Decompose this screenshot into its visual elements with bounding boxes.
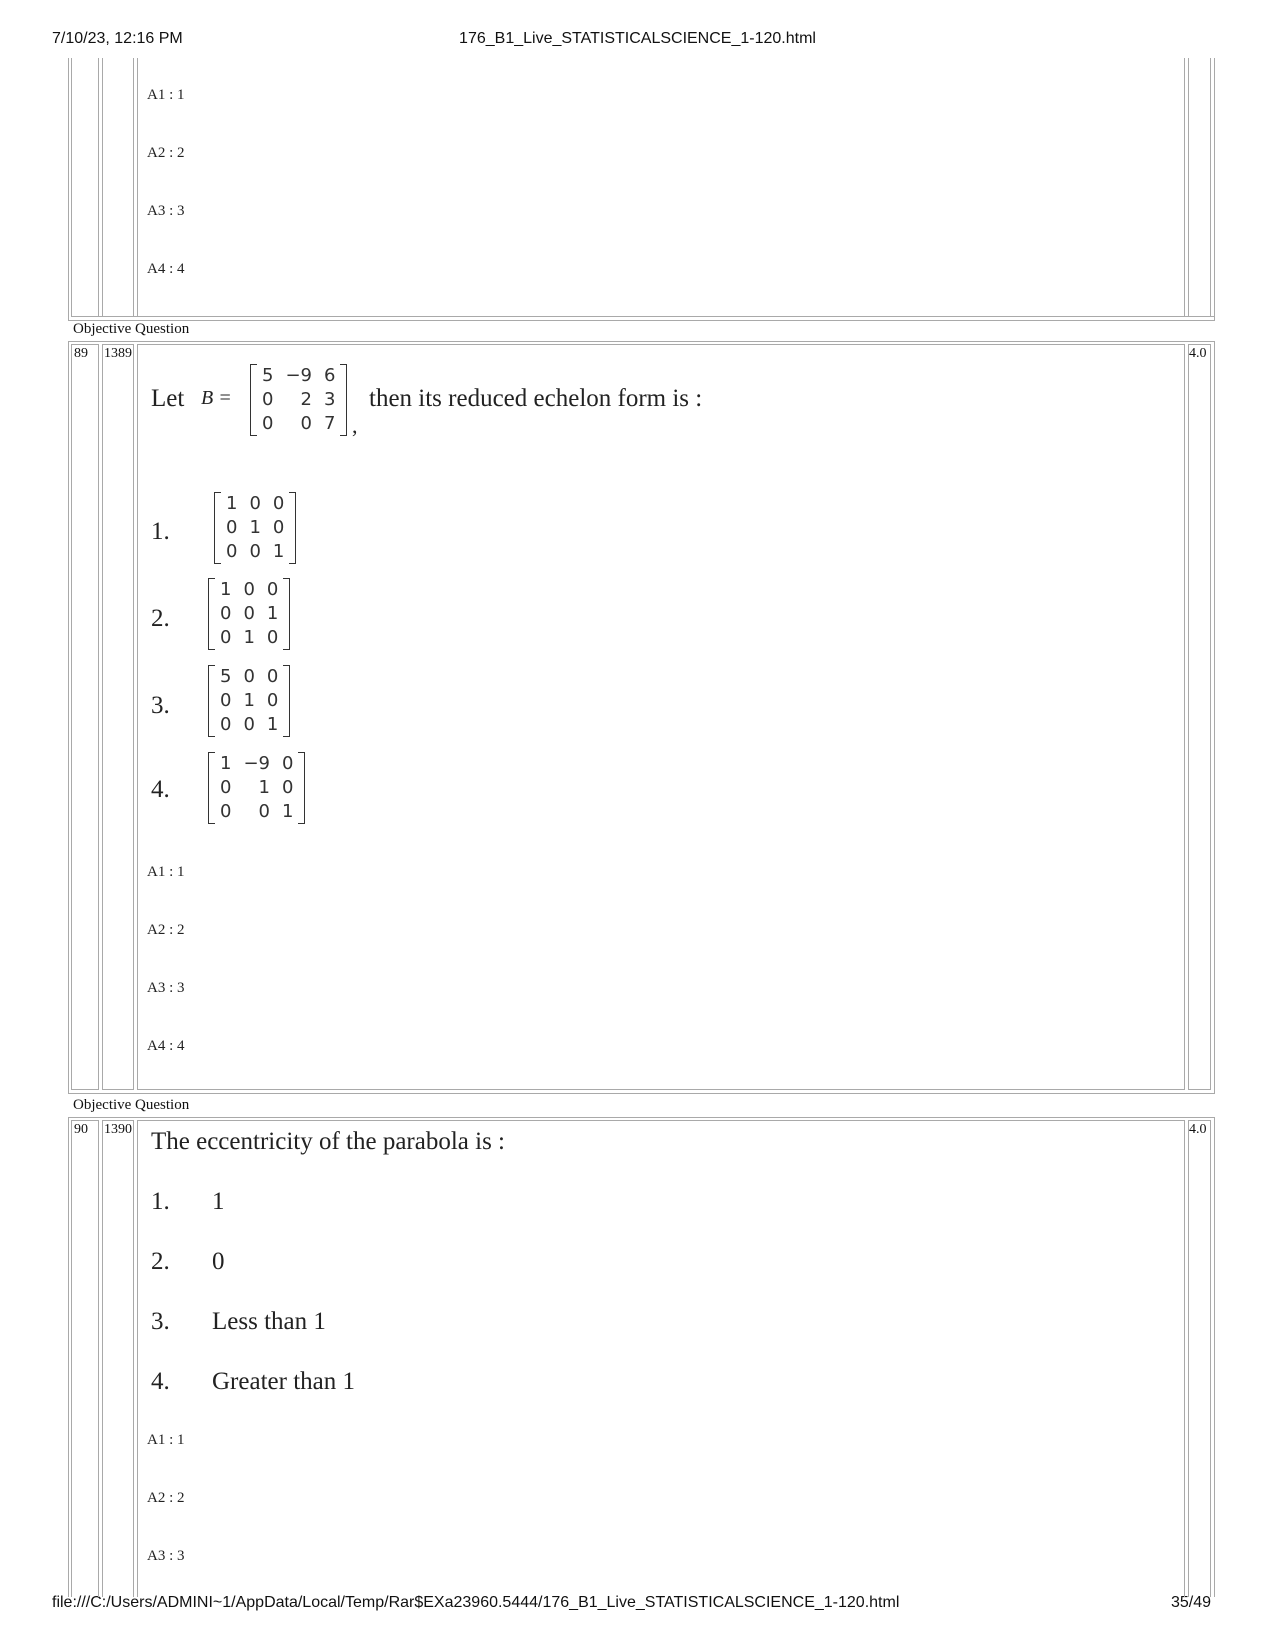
answer-key-a1: A1 : 1 [147, 1432, 185, 1448]
table-border [71, 58, 72, 316]
question-id-cell [102, 344, 134, 1090]
answer-key-a3: A3 : 3 [147, 203, 185, 219]
matrix-cell: 1 [258, 777, 270, 798]
option-number-3: 3. [151, 1308, 170, 1335]
question-body-cell [137, 344, 1185, 1090]
matrix-cell: 0 [220, 777, 232, 798]
left-bracket [250, 364, 257, 436]
answer-key-a2: A2 : 2 [147, 145, 185, 161]
answer-key-a3: A3 : 3 [147, 1548, 185, 1564]
option-number-2: 2. [151, 1248, 170, 1275]
option-matrix-4 [208, 752, 305, 824]
table-border [1184, 58, 1185, 316]
option-number-2: 2. [151, 605, 170, 632]
matrix-cell: 0 [243, 579, 255, 600]
answer-key-a2: A2 : 2 [147, 1490, 185, 1506]
matrix-cell: 0 [243, 666, 255, 687]
matrix-cell: 0 [266, 579, 279, 600]
right-bracket [340, 364, 347, 436]
right-bracket [283, 578, 290, 650]
option-text-1: 1 [212, 1188, 225, 1215]
question-id: 1390 [104, 1122, 132, 1137]
option-number-1: 1. [151, 518, 170, 545]
table-border [98, 58, 99, 316]
matrix-cell: 1 [220, 579, 232, 600]
question-serial-number: 89 [74, 346, 88, 361]
right-bracket [289, 492, 296, 564]
matrix-b [250, 364, 347, 436]
option-matrix-2 [208, 578, 290, 650]
matrix-cell: 0 [282, 753, 294, 774]
matrix-cell: 0 [249, 493, 261, 514]
answer-key-a1: A1 : 1 [147, 864, 185, 880]
question-marks: 4.0 [1189, 346, 1207, 361]
question-body-cell [137, 1120, 1185, 1597]
table-border [133, 58, 134, 316]
matrix-cell: 1 [266, 603, 279, 624]
matrix-cell: 0 [220, 714, 232, 735]
table-border [71, 316, 1214, 317]
matrix-cell: 0 [220, 627, 232, 648]
matrix-cell: 6 [324, 365, 336, 386]
matrix-cell: 0 [282, 777, 294, 798]
matrix-cell: 0 [266, 627, 279, 648]
answer-key-a1: A1 : 1 [147, 87, 185, 103]
matrix-cell: 0 [272, 517, 285, 538]
option-number-4: 4. [151, 1368, 170, 1395]
matrix-cell: 0 [266, 690, 279, 711]
matrix-cell: 0 [226, 517, 238, 538]
matrix-cell: 5 [220, 666, 232, 687]
matrix-cell: 1 [220, 753, 232, 774]
matrix-cell: 1 [226, 493, 238, 514]
matrix-cell: 0 [226, 541, 238, 562]
matrix-cell: 0 [300, 413, 312, 434]
answer-key-a2: A2 : 2 [147, 922, 185, 938]
matrix-cell: 0 [249, 541, 261, 562]
matrix-cell: 0 [243, 714, 255, 735]
matrix-cell: 1 [249, 517, 261, 538]
matrix-cell: 0 [220, 801, 232, 822]
matrix-cell: 0 [266, 666, 279, 687]
table-border [68, 320, 1215, 321]
matrix-label: B = [201, 387, 232, 409]
marks-cell [1188, 1120, 1211, 1597]
matrix-cell: 0 [243, 603, 255, 624]
question-serial-number: 90 [74, 1122, 88, 1137]
matrix-cell: 1 [266, 714, 279, 735]
serial-cell [71, 1120, 99, 1597]
table-border [102, 58, 103, 316]
table-border [1210, 58, 1211, 316]
option-number-3: 3. [151, 692, 170, 719]
matrix-cell: 0 [272, 493, 285, 514]
question-marks: 4.0 [1189, 1122, 1207, 1137]
matrix-cell: 0 [220, 690, 232, 711]
table-border [1188, 58, 1189, 316]
matrix-cell: 1 [243, 690, 255, 711]
answer-key-a4: A4 : 4 [147, 261, 185, 277]
table-border [68, 58, 69, 320]
left-bracket [208, 752, 215, 824]
question-id-cell [102, 1120, 134, 1597]
matrix-cell: 1 [243, 627, 255, 648]
option-text-3: Less than 1 [212, 1308, 326, 1335]
option-number-1: 1. [151, 1188, 170, 1215]
page-number: 35/49 [1170, 1594, 1211, 1611]
left-bracket [208, 665, 215, 737]
table-border [1214, 58, 1215, 320]
print-file-url: file:///C:/Users/ADMINI~1/AppData/Local/Temp/Rar$EXa23960.5444/176_B1_Live_STATISTICALSCIENCE_1-120.html [52, 1594, 900, 1611]
left-bracket [208, 578, 215, 650]
option-matrix-1 [214, 492, 296, 564]
option-matrix-3 [208, 665, 290, 737]
option-number-4: 4. [151, 776, 170, 803]
matrix-cell: −9 [285, 365, 312, 386]
option-text-4: Greater than 1 [212, 1368, 355, 1395]
print-document-title: 176_B1_Live_STATISTICALSCIENCE_1-120.html [459, 30, 816, 47]
matrix-cell: 2 [300, 389, 312, 410]
question-text-prefix: Let [151, 385, 185, 412]
answer-key-a3: A3 : 3 [147, 980, 185, 996]
right-bracket [283, 665, 290, 737]
right-bracket [298, 752, 305, 824]
question-text-suffix: then its reduced echelon form is : [369, 385, 703, 412]
matrix-cell: 0 [262, 389, 274, 410]
marks-cell [1188, 344, 1211, 1090]
matrix-cell: −9 [243, 753, 270, 774]
print-datetime: 7/10/23, 12:16 PM [52, 30, 183, 47]
question-type-label: Objective Question [73, 321, 190, 337]
option-text-2: 0 [212, 1248, 225, 1275]
answer-key-a4: A4 : 4 [147, 1038, 185, 1054]
matrix-cell: 0 [262, 413, 274, 434]
question-id: 1389 [104, 346, 132, 361]
question-text: The eccentricity of the parabola is : [151, 1128, 506, 1155]
question-type-label: Objective Question [73, 1097, 190, 1113]
matrix-cell: 1 [272, 541, 285, 562]
table-border [137, 58, 138, 316]
matrix-cell: 0 [258, 801, 270, 822]
left-bracket [214, 492, 221, 564]
matrix-cell: 3 [324, 389, 336, 410]
matrix-cell: 7 [324, 413, 336, 434]
matrix-cell: 1 [282, 801, 294, 822]
matrix-cell: 0 [220, 603, 232, 624]
serial-cell [71, 344, 99, 1090]
matrix-cell: 5 [262, 365, 274, 386]
